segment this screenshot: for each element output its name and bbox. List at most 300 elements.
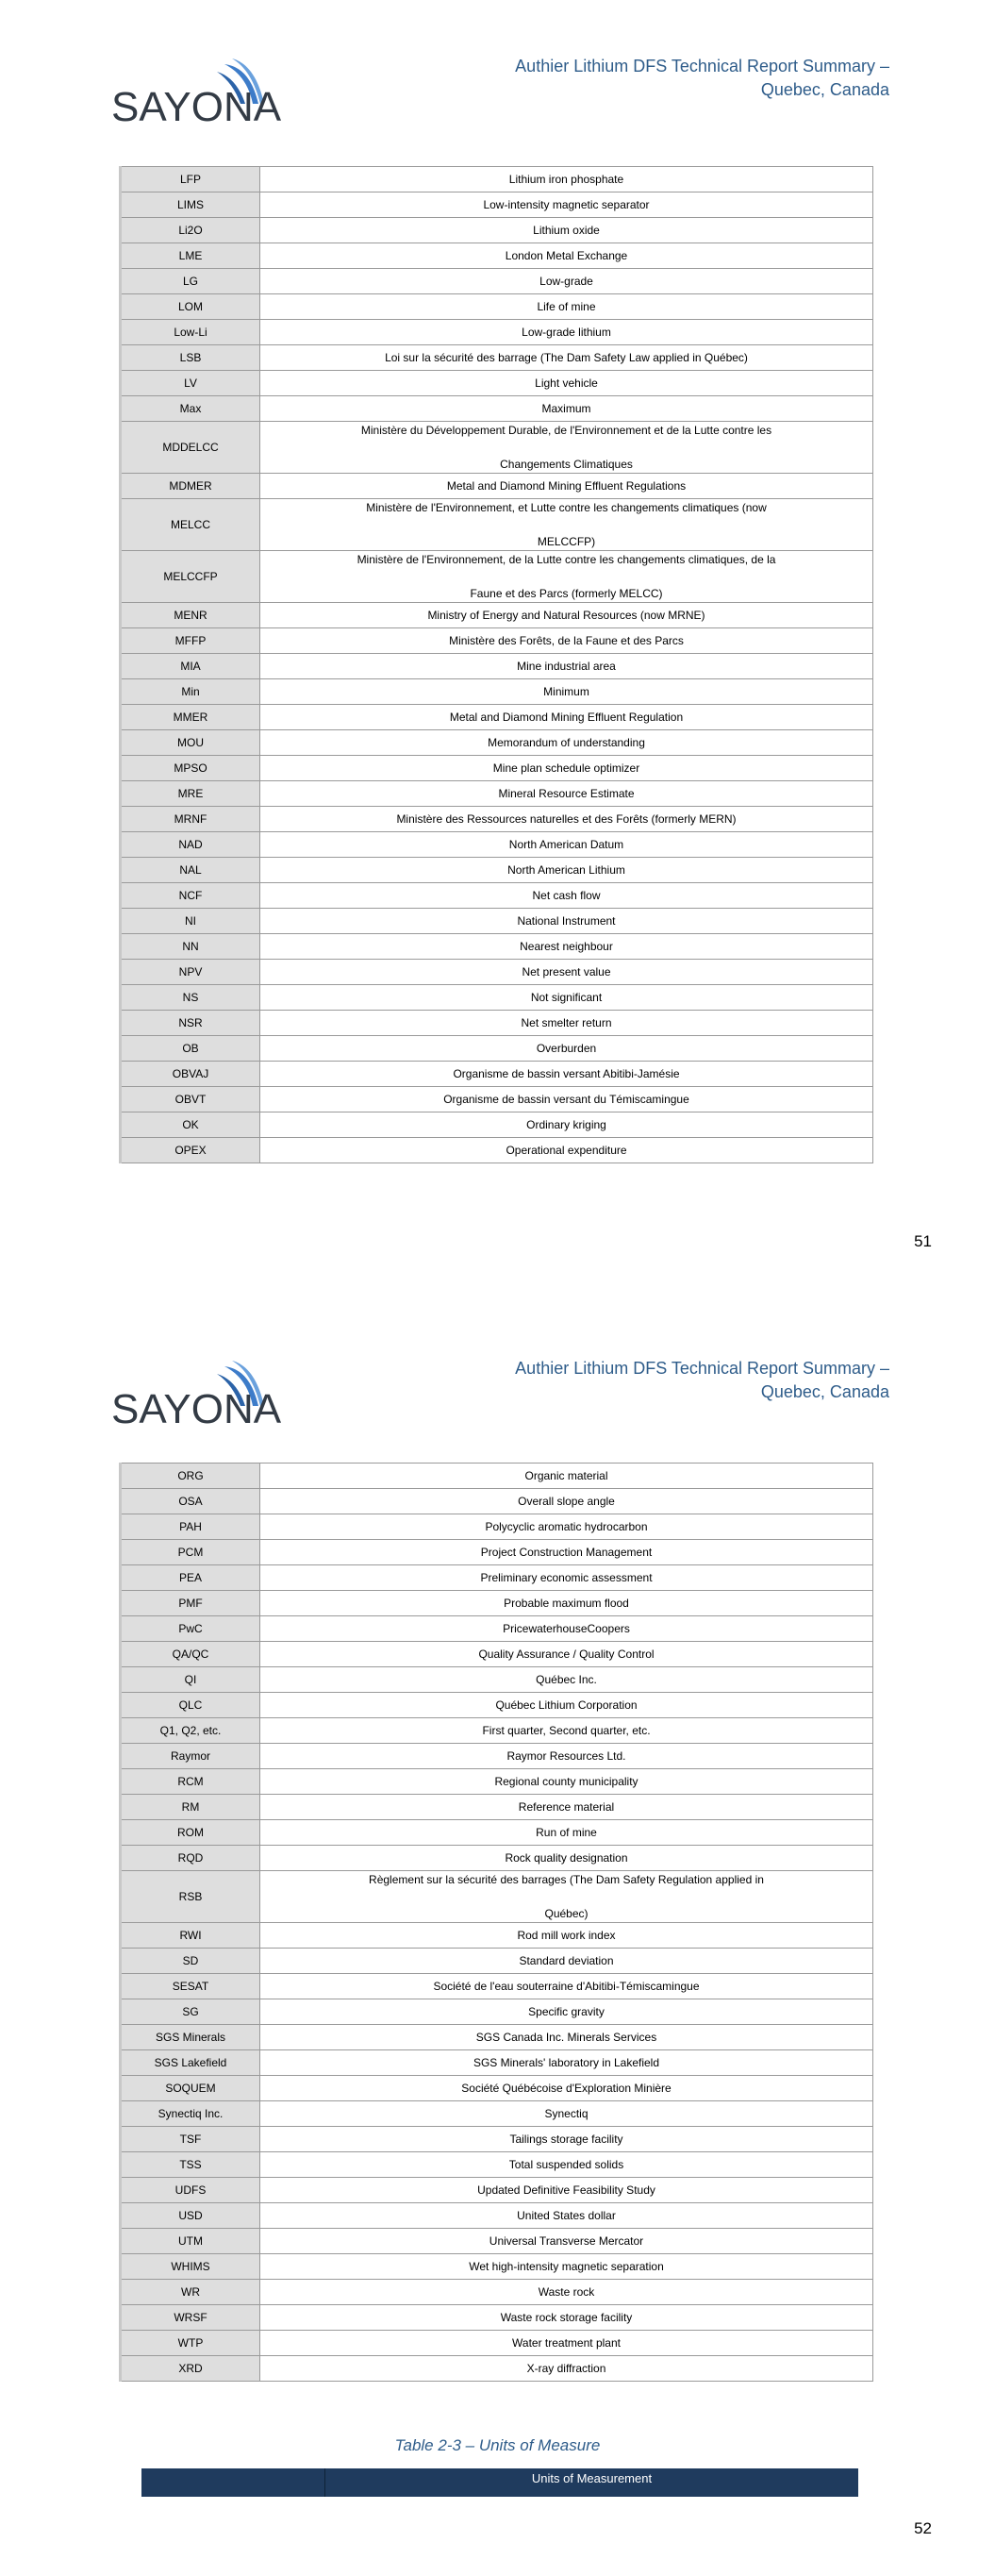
description-line: Total suspended solids xyxy=(508,2158,624,2171)
table-row xyxy=(121,654,873,679)
table-row xyxy=(121,1693,873,1718)
description-line: Specific gravity xyxy=(528,2005,605,2018)
table-row xyxy=(121,243,873,269)
header-title-line1: Authier Lithium DFS Technical Report Summary – xyxy=(515,57,889,75)
description-line: Loi sur la sécurité des barrage (The Dam Safety Law applied in Québec) xyxy=(385,351,748,364)
description-cell xyxy=(260,371,873,396)
abbreviation-cell: SGS Lakefield xyxy=(121,2050,260,2076)
description-cell xyxy=(260,2025,873,2050)
description-line: Ministère de l'Environnement, et Lutte contre les changements climatiques (now xyxy=(366,501,767,514)
abbreviation-cell: LSB xyxy=(121,345,260,371)
description-line: Ministère des Ressources naturelles et des Forêts (formerly MERN) xyxy=(396,812,737,826)
description-cell xyxy=(260,1062,873,1087)
abbreviation-cell: OBVT xyxy=(121,1087,260,1112)
description-cell xyxy=(260,2331,873,2356)
table-row xyxy=(121,781,873,807)
abbreviation-cell: TSS xyxy=(121,2152,260,2178)
table-row xyxy=(121,1087,873,1112)
table-row xyxy=(121,1011,873,1036)
table-row xyxy=(121,371,873,396)
description-cell xyxy=(260,1565,873,1591)
description-cell xyxy=(260,269,873,294)
table-row xyxy=(121,294,873,320)
table-row xyxy=(121,730,873,756)
description-cell xyxy=(260,218,873,243)
description-cell xyxy=(260,1514,873,1540)
description-line: Preliminary economic assessment xyxy=(480,1571,653,1584)
table-row xyxy=(121,2229,873,2254)
table-row xyxy=(121,1565,873,1591)
abbreviation-cell: MIA xyxy=(121,654,260,679)
table-row xyxy=(121,2280,873,2305)
description-line: Overall slope angle xyxy=(518,1495,615,1508)
units-table-header xyxy=(141,2468,858,2497)
table-row xyxy=(121,1591,873,1616)
description-line: Organic material xyxy=(524,1469,608,1482)
table-row xyxy=(121,909,873,934)
table-row xyxy=(121,345,873,371)
description-cell xyxy=(260,294,873,320)
description-cell xyxy=(260,1667,873,1693)
header-title-line2: Quebec, Canada xyxy=(760,1382,889,1401)
table-row xyxy=(121,499,873,551)
description-cell xyxy=(260,1138,873,1163)
description-cell xyxy=(260,1642,873,1667)
abbreviation-cell: MELCCFP xyxy=(121,551,260,603)
table-row xyxy=(121,832,873,858)
table-row xyxy=(121,2127,873,2152)
abbreviation-cell: PCM xyxy=(121,1540,260,1565)
abbreviation-cell: MMER xyxy=(121,705,260,730)
description-line: Société de l'eau souterraine d'Abitibi-Témiscamingue xyxy=(433,1980,700,1993)
description-cell xyxy=(260,2127,873,2152)
description-line: Low-grade lithium xyxy=(522,326,611,339)
description-line: Ministère du Développement Durable, de l'Environnement et de la Lutte contre les xyxy=(360,424,772,437)
abbreviation-cell: MRNF xyxy=(121,807,260,832)
description-cell xyxy=(260,192,873,218)
description-line: Net cash flow xyxy=(532,889,601,902)
sayona-logo xyxy=(111,1357,281,1430)
description-cell xyxy=(260,909,873,934)
description-cell xyxy=(260,1011,873,1036)
description-cell xyxy=(260,832,873,858)
table-row xyxy=(121,1795,873,1820)
table-row xyxy=(121,2178,873,2203)
description-cell xyxy=(260,2305,873,2331)
description-line: Mineral Resource Estimate xyxy=(498,787,635,800)
description-cell xyxy=(260,985,873,1011)
abbreviation-cell: Synectiq Inc. xyxy=(121,2101,260,2127)
description-cell xyxy=(260,1923,873,1949)
description-cell xyxy=(260,2076,873,2101)
description-line: Québec Lithium Corporation xyxy=(495,1698,638,1712)
abbreviation-cell: MELCC xyxy=(121,499,260,551)
table-row xyxy=(121,1464,873,1489)
abbreviation-cell: NN xyxy=(121,934,260,960)
description-cell xyxy=(260,730,873,756)
report-header-title xyxy=(399,55,889,102)
description-cell xyxy=(260,422,873,474)
table-row xyxy=(121,883,873,909)
table-row xyxy=(121,1540,873,1565)
page-52 xyxy=(0,1302,995,2576)
page-number: 51 xyxy=(914,1232,932,1250)
abbreviation-cell: OB xyxy=(121,1036,260,1062)
logo-text: SAYONA xyxy=(111,84,281,128)
description-line: Minimum xyxy=(543,685,589,698)
description-line: Changements Climatiques xyxy=(500,458,633,471)
table-row xyxy=(121,1667,873,1693)
table-row xyxy=(121,320,873,345)
description-cell xyxy=(260,320,873,345)
sayona-logo-mark xyxy=(111,55,281,128)
sayona-logo-mark xyxy=(111,1357,281,1430)
table-row xyxy=(121,934,873,960)
description-line: Net present value xyxy=(522,965,611,979)
table-row xyxy=(121,1949,873,1974)
description-line: Quality Assurance / Quality Control xyxy=(478,1648,655,1661)
description-cell xyxy=(260,934,873,960)
abbreviation-cell: SGS Minerals xyxy=(121,2025,260,2050)
glossary-table-page-52 xyxy=(119,1463,873,2382)
abbreviation-cell: MRE xyxy=(121,781,260,807)
table-row xyxy=(121,1718,873,1744)
description-cell xyxy=(260,960,873,985)
description-line: Metal and Diamond Mining Effluent Regulations xyxy=(446,479,687,493)
description-cell xyxy=(260,858,873,883)
description-line: London Metal Exchange xyxy=(505,249,628,262)
description-line: Operational expenditure xyxy=(506,1144,627,1157)
description-line: Run of mine xyxy=(536,1826,597,1839)
table-row xyxy=(121,1744,873,1769)
abbreviation-cell: LFP xyxy=(121,167,260,192)
description-line: Waste rock xyxy=(538,2285,595,2299)
description-line: Project Construction Management xyxy=(480,1546,653,1559)
table-row xyxy=(121,474,873,499)
description-line: Raymor Resources Ltd. xyxy=(506,1749,626,1763)
table-row xyxy=(121,1846,873,1871)
description-cell xyxy=(260,781,873,807)
abbreviation-cell: NSR xyxy=(121,1011,260,1036)
description-line: Tailings storage facility xyxy=(509,2133,623,2146)
description-cell xyxy=(260,345,873,371)
table-row xyxy=(121,2356,873,2382)
description-cell xyxy=(260,705,873,730)
description-line: Ordinary kriging xyxy=(526,1118,606,1131)
table-row xyxy=(121,167,873,192)
description-line: MELCCFP) xyxy=(537,535,596,548)
description-cell xyxy=(260,883,873,909)
description-cell xyxy=(260,1769,873,1795)
table-row xyxy=(121,1616,873,1642)
table-row xyxy=(121,807,873,832)
description-cell xyxy=(260,1591,873,1616)
abbreviation-cell: LG xyxy=(121,269,260,294)
description-cell xyxy=(260,756,873,781)
description-line: Life of mine xyxy=(537,300,596,313)
description-line: Universal Transverse Mercator xyxy=(489,2234,644,2248)
table-row xyxy=(121,1769,873,1795)
abbreviation-cell: NI xyxy=(121,909,260,934)
description-line: Regional county municipality xyxy=(494,1775,638,1788)
description-cell xyxy=(260,243,873,269)
description-line: Memorandum of understanding xyxy=(488,736,645,749)
abbreviation-cell: LIMS xyxy=(121,192,260,218)
description-cell xyxy=(260,2229,873,2254)
abbreviation-cell: OK xyxy=(121,1112,260,1138)
description-cell xyxy=(260,1999,873,2025)
abbreviation-cell: Q1, Q2, etc. xyxy=(121,1718,260,1744)
abbreviation-cell: OBVAJ xyxy=(121,1062,260,1087)
description-cell xyxy=(260,2178,873,2203)
table-row xyxy=(121,2076,873,2101)
description-line: Ministère des Forêts, de la Faune et des Parcs xyxy=(449,634,684,647)
description-line: Ministère de l'Environnement, de la Lutte contre les changements climatiques, de la xyxy=(357,553,776,566)
table-row xyxy=(121,2305,873,2331)
table-row xyxy=(121,679,873,705)
glossary-table-page-51 xyxy=(119,166,873,1163)
abbreviation-cell: RQD xyxy=(121,1846,260,1871)
description-line: Organisme de bassin versant Abitibi-Jamésie xyxy=(453,1067,680,1080)
description-line: Mine industrial area xyxy=(517,660,616,673)
description-cell xyxy=(260,1087,873,1112)
description-line: Low-grade xyxy=(539,275,593,288)
description-line: Organisme de bassin versant du Témiscamingue xyxy=(443,1093,689,1106)
abbreviation-cell: NCF xyxy=(121,883,260,909)
description-cell xyxy=(260,396,873,422)
description-cell xyxy=(260,2050,873,2076)
description-cell xyxy=(260,1949,873,1974)
abbreviation-cell: PAH xyxy=(121,1514,260,1540)
description-line: Rock quality designation xyxy=(505,1851,628,1865)
table-row xyxy=(121,1489,873,1514)
description-cell xyxy=(260,2203,873,2229)
table-row xyxy=(121,1112,873,1138)
abbreviation-cell: ROM xyxy=(121,1820,260,1846)
table-row xyxy=(121,1642,873,1667)
abbreviation-cell: WHIMS xyxy=(121,2254,260,2280)
description-line: Waste rock storage facility xyxy=(500,2311,633,2324)
description-line: North American Lithium xyxy=(507,863,625,877)
description-cell xyxy=(260,1871,873,1923)
description-line: Overburden xyxy=(536,1042,597,1055)
description-line: Rod mill work index xyxy=(517,1929,616,1942)
abbreviation-cell: QA/QC xyxy=(121,1642,260,1667)
description-line: Metal and Diamond Mining Effluent Regulation xyxy=(449,711,684,724)
table-row xyxy=(121,1062,873,1087)
abbreviation-cell: NS xyxy=(121,985,260,1011)
abbreviation-cell: WTP xyxy=(121,2331,260,2356)
description-line: Société Québécoise d'Exploration Minière xyxy=(461,2082,672,2095)
abbreviation-cell: OPEX xyxy=(121,1138,260,1163)
description-line: Nearest neighbour xyxy=(520,940,613,953)
abbreviation-cell: Li2O xyxy=(121,218,260,243)
abbreviation-cell: WRSF xyxy=(121,2305,260,2331)
abbreviation-cell: LME xyxy=(121,243,260,269)
abbreviation-cell: QLC xyxy=(121,1693,260,1718)
abbreviation-cell: TSF xyxy=(121,2127,260,2152)
description-cell xyxy=(260,654,873,679)
description-line: Lithium iron phosphate xyxy=(508,173,624,186)
description-line: Net smelter return xyxy=(521,1016,612,1029)
table-row xyxy=(121,2254,873,2280)
abbreviation-cell: NPV xyxy=(121,960,260,985)
description-line: Reference material xyxy=(518,1800,615,1814)
abbreviation-cell: MFFP xyxy=(121,628,260,654)
abbreviation-cell: NAL xyxy=(121,858,260,883)
table-row xyxy=(121,2025,873,2050)
table-row xyxy=(121,1036,873,1062)
description-line: Low-intensity magnetic separator xyxy=(483,198,650,211)
description-line: Ministry of Energy and Natural Resources (now MRNE) xyxy=(427,609,705,622)
table-row xyxy=(121,551,873,603)
abbreviation-cell: LV xyxy=(121,371,260,396)
description-cell xyxy=(260,2280,873,2305)
abbreviation-cell: MENR xyxy=(121,603,260,628)
description-cell xyxy=(260,1744,873,1769)
description-line: Probable maximum flood xyxy=(504,1597,629,1610)
table-row xyxy=(121,756,873,781)
table-row xyxy=(121,960,873,985)
abbreviation-cell: Min xyxy=(121,679,260,705)
description-line: Québec) xyxy=(544,1907,589,1920)
description-cell xyxy=(260,167,873,192)
abbreviation-cell: RM xyxy=(121,1795,260,1820)
description-cell xyxy=(260,2152,873,2178)
abbreviation-cell: RWI xyxy=(121,1923,260,1949)
abbreviation-cell: Raymor xyxy=(121,1744,260,1769)
description-line: Lithium oxide xyxy=(533,224,600,237)
description-line: Updated Definitive Feasibility Study xyxy=(477,2183,655,2197)
table-row xyxy=(121,1974,873,1999)
description-cell xyxy=(260,1820,873,1846)
abbreviation-cell: LOM xyxy=(121,294,260,320)
abbreviation-cell: SESAT xyxy=(121,1974,260,1999)
description-line: Mine plan schedule optimizer xyxy=(492,761,640,775)
description-line: Water treatment plant xyxy=(512,2336,621,2350)
abbreviation-cell: SOQUEM xyxy=(121,2076,260,2101)
table-row xyxy=(121,396,873,422)
sayona-logo xyxy=(111,55,281,128)
table-row xyxy=(121,2101,873,2127)
table-row xyxy=(121,2203,873,2229)
description-cell xyxy=(260,1540,873,1565)
abbreviation-cell: WR xyxy=(121,2280,260,2305)
abbreviation-cell: UTM xyxy=(121,2229,260,2254)
description-cell xyxy=(260,1616,873,1642)
description-cell xyxy=(260,1693,873,1718)
table-row xyxy=(121,422,873,474)
abbreviation-cell: USD xyxy=(121,2203,260,2229)
table-row xyxy=(121,628,873,654)
description-line: Not significant xyxy=(530,991,603,1004)
abbreviation-cell: MDMER xyxy=(121,474,260,499)
table-row xyxy=(121,269,873,294)
units-header-blank-cell xyxy=(141,2468,325,2497)
abbreviation-cell: OSA xyxy=(121,1489,260,1514)
description-line: Polycyclic aromatic hydrocarbon xyxy=(485,1520,648,1533)
description-cell xyxy=(260,2101,873,2127)
abbreviation-cell: MOU xyxy=(121,730,260,756)
description-line: United States dollar xyxy=(517,2209,616,2222)
description-cell xyxy=(260,474,873,499)
abbreviation-cell: QI xyxy=(121,1667,260,1693)
description-line: Faune et des Parcs (formerly MELCC) xyxy=(470,587,663,600)
abbreviation-cell: PMF xyxy=(121,1591,260,1616)
description-line: Règlement sur la sécurité des barrages (The Dam Safety Regulation applied in xyxy=(369,1873,764,1886)
table-row xyxy=(121,858,873,883)
abbreviation-cell: XRD xyxy=(121,2356,260,2382)
description-cell xyxy=(260,1974,873,1999)
table-row xyxy=(121,705,873,730)
description-line: North American Datum xyxy=(508,838,624,851)
description-cell xyxy=(260,603,873,628)
table-row xyxy=(121,1820,873,1846)
table-row xyxy=(121,2152,873,2178)
description-cell xyxy=(260,679,873,705)
abbreviation-cell: PwC xyxy=(121,1616,260,1642)
report-header-title xyxy=(399,1357,889,1404)
abbreviation-cell: SG xyxy=(121,1999,260,2025)
abbreviation-cell: SD xyxy=(121,1949,260,1974)
description-line: Light vehicle xyxy=(535,376,598,390)
description-line: Wet high-intensity magnetic separation xyxy=(469,2260,664,2273)
table-row xyxy=(121,1871,873,1923)
table-row xyxy=(121,2050,873,2076)
description-cell xyxy=(260,1846,873,1871)
description-cell xyxy=(260,1718,873,1744)
description-line: National Instrument xyxy=(517,914,616,928)
table-row xyxy=(121,2331,873,2356)
description-line: PricewaterhouseCoopers xyxy=(503,1622,630,1635)
description-line: Maximum xyxy=(541,402,591,415)
description-cell xyxy=(260,1795,873,1820)
description-cell xyxy=(260,1112,873,1138)
abbreviation-cell: UDFS xyxy=(121,2178,260,2203)
description-cell xyxy=(260,1464,873,1489)
table-row xyxy=(121,1923,873,1949)
description-line: SGS Canada Inc. Minerals Services xyxy=(475,2031,657,2044)
description-cell xyxy=(260,1489,873,1514)
description-cell xyxy=(260,2254,873,2280)
table-row xyxy=(121,1514,873,1540)
description-line: Québec Inc. xyxy=(536,1673,597,1686)
table-row xyxy=(121,985,873,1011)
page-number: 52 xyxy=(914,2519,932,2537)
header-title-line1: Authier Lithium DFS Technical Report Summary – xyxy=(515,1359,889,1378)
abbreviation-cell: MPSO xyxy=(121,756,260,781)
abbreviation-cell: Low-Li xyxy=(121,320,260,345)
description-cell xyxy=(260,1036,873,1062)
abbreviation-cell: RCM xyxy=(121,1769,260,1795)
description-line: X-ray diffraction xyxy=(526,2362,606,2375)
abbreviation-cell: MDDELCC xyxy=(121,422,260,474)
table-row xyxy=(121,1138,873,1163)
description-line: SGS Minerals' laboratory in Lakefield xyxy=(473,2056,660,2069)
abbreviation-cell: PEA xyxy=(121,1565,260,1591)
description-line: Synectiq xyxy=(544,2107,589,2120)
description-cell xyxy=(260,628,873,654)
header-title-line2: Quebec, Canada xyxy=(760,80,889,99)
description-line: First quarter, Second quarter, etc. xyxy=(482,1724,651,1737)
table-row xyxy=(121,1999,873,2025)
table-row xyxy=(121,192,873,218)
table-row xyxy=(121,603,873,628)
description-cell xyxy=(260,2356,873,2382)
abbreviation-cell: Max xyxy=(121,396,260,422)
table-caption: Table 2-3 – Units of Measure xyxy=(394,2436,601,2454)
table-row xyxy=(121,218,873,243)
